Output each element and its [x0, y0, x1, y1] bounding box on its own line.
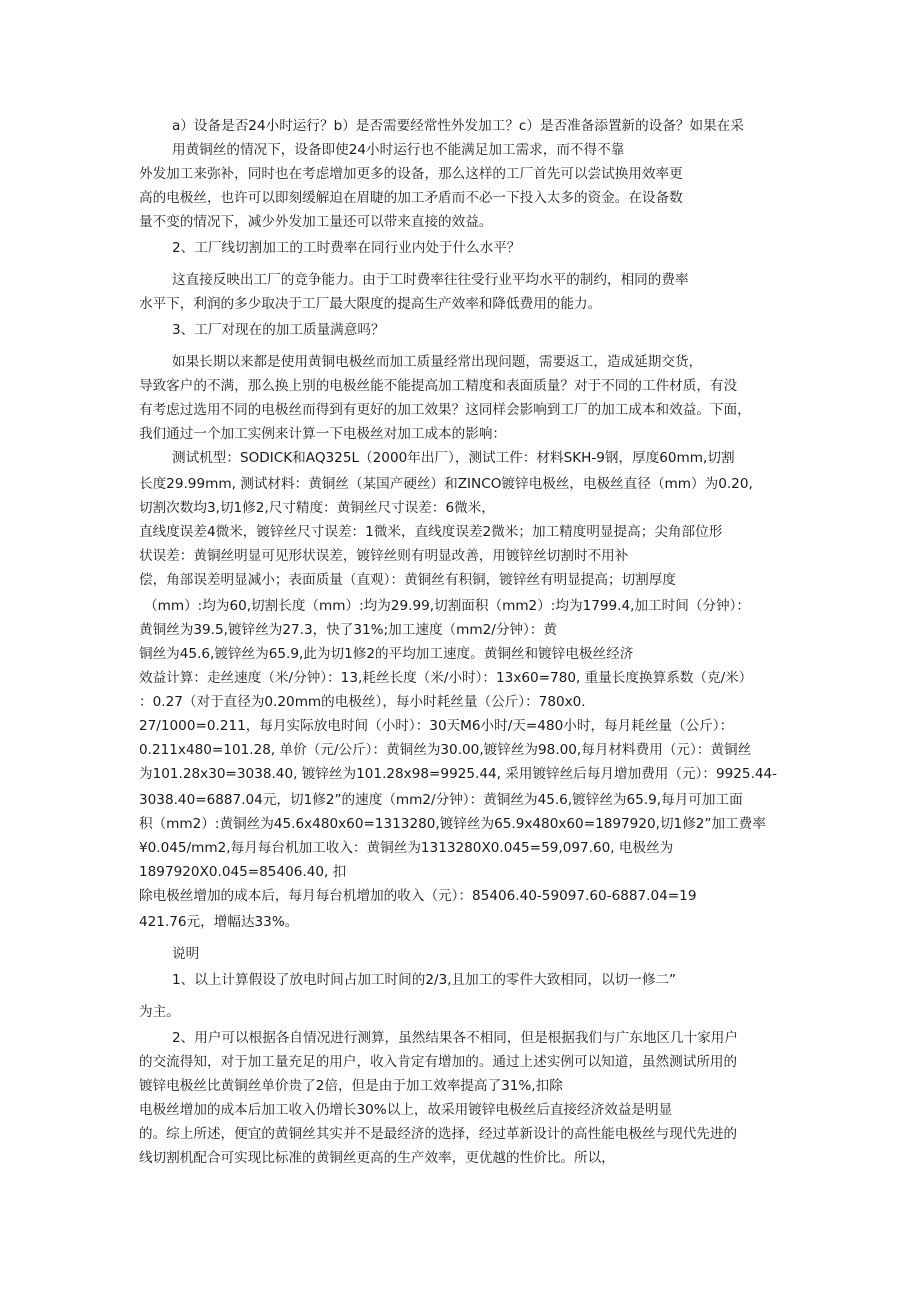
paragraph-line: 铜丝为45.6,镀锌丝为65.9,此为切1修2的平均加工速度。黄铜丝和镀锌电极丝经济: [139, 646, 634, 662]
paragraph-line: 黄铜丝为39.5,镀锌丝为27.3，快了31%;加工速度（mm2/分钟）：黄: [139, 622, 558, 638]
paragraph-line: 有考虑过选用不同的电极丝而得到有更好的加工效果？这同样会影响到工厂的加工成本和效益。下面，: [139, 402, 751, 418]
paragraph-line: 为主。: [139, 1004, 180, 1020]
paragraph-line: 偿，角部误差明显减小；表面质量（直观）：黄铜丝有积铜，镀锌丝有明显提高；切割厚度: [139, 572, 676, 588]
paragraph-line: 这直接反映出工厂的竞争能力。由于工时费率往往受行业平均水平的制约，相同的费率: [172, 272, 689, 288]
paragraph-line: 的。综上所述，便宜的黄铜丝其实并不是最经济的选择，经过革新设计的高性能电极丝与现代先进的: [139, 1126, 738, 1142]
paragraph-line: 421.76元，增幅达33%。: [139, 914, 299, 930]
paragraph-line: 外发加工来弥补，同时也在考虑增加更多的设备，那么这样的工厂首先可以尝试换用效率更: [139, 166, 683, 182]
paragraph-line: 0.211x480=101.28, 单价（元/公斤）：黄铜丝为30.00,镀锌丝为98.00,每月材料费用（元）：黄铜丝: [139, 742, 752, 758]
paragraph-line: 镀锌电极丝比黄铜丝单价贵了2倍，但是由于加工效率提高了31%,扣除: [139, 1078, 563, 1094]
paragraph-line: 水平下，利润的多少取决于工厂最大限度的提高生产效率和降低费用的能力。: [139, 296, 602, 312]
paragraph-line: 长度29.99mm, 测试材料：黄铜丝（某国产硬丝）和ZINCO镀锌电极丝，电极丝直径（mm）为0.20,: [139, 476, 753, 492]
paragraph-line: 如果长期以来都是使用黄铜电极丝而加工质量经常出现问题，需要返工，造成延期交货，: [172, 354, 703, 370]
paragraph-line: 为101.28x30=3038.40, 镀锌丝为101.28x98=9925.44, 采用镀锌丝后每月增加费用（元）：9925.44-: [139, 766, 778, 782]
paragraph-line: ：0.27（对于直径为0.20mm的电极丝），每小时耗丝量（公斤）：780x0.: [139, 694, 586, 710]
paragraph-line: 除电极丝增加的成本后，每月每台机增加的收入（元）：85406.40-59097.60-6887.04=19: [139, 888, 697, 904]
section-heading: 说明: [172, 946, 200, 962]
paragraph-line: 27/1000=0.211，每月实际放电时间（小时）：30天M6小时/天=480小时，每月耗丝量（公斤）：: [139, 718, 734, 734]
paragraph-line: 高的电极丝，也许可以即刻缓解迫在眉睫的加工矛盾而不必一下投入太多的资金。在设备数: [139, 190, 683, 206]
paragraph-line: 导致客户的不满，那么换上别的电极丝能不能提高加工精度和表面质量？对于不同的工件材质，有没: [139, 378, 738, 394]
paragraph-line: a）设备是否24小时运行？b）是否需要经常性外发加工？c）是否准备添置新的设备？如果在采: [172, 118, 744, 134]
paragraph-line: 用黄铜丝的情况下，设备即使24小时运行也不能满足加工需求，而不得不靠: [172, 142, 625, 158]
paragraph-line: 量不变的情况下，减少外发加工量还可以带来直接的效益。: [139, 214, 493, 230]
paragraph-line: 状误差：黄铜丝明显可见形状误差，镀锌丝则有明显改善，用镀锌丝切割时不用补: [139, 548, 629, 564]
paragraph-line: 1、以上计算假设了放电时间占加工时间的2/3,且加工的零件大致相同，以切一修二”: [172, 972, 677, 988]
paragraph-line: 测试机型：SODICK和AQ325L（2000年出厂），测试工件：材料SKH-9钢，厚度60mm,切割: [172, 450, 735, 466]
paragraph-line: 效益计算：走丝速度（米/分钟）：13,耗丝长度（米/小时）：13x60=780, 重量长度换算系数（克/米）: [139, 670, 753, 686]
paragraph-line: （mm）:均为60,切割长度（mm）:均为29.99,切割面积（mm2）:均为1799.4,加工时间（分钟）：: [144, 598, 750, 614]
paragraph-line: 线切割机配合可实现比标准的黄铜丝更高的生产效率，更优越的性价比。所以，: [139, 1150, 615, 1166]
paragraph-line: 2、用户可以根据各自情况进行测算，虽然结果各不相同，但是根据我们与广东地区几十家用户: [172, 1030, 738, 1046]
paragraph-line: 积（mm2）:黄铜丝为45.6x480x60=1313280,镀锌丝为65.9x480x60=1897920,切1修2”加工费率: [139, 816, 766, 832]
section-heading: 2、工厂线切割加工的工时费率在同行业内处于什么水平？: [172, 240, 521, 256]
paragraph-line: 3038.40=6887.04元，切1修2”的速度（mm2/分钟）：黄铜丝为45.6,镀锌丝为65.9,每月可加工面: [139, 792, 743, 808]
paragraph-line: 的交流得知，对于加工量充足的用户，收入肯定有增加的。通过上述实例可以知道，虽然测试所用的: [139, 1054, 738, 1070]
paragraph-line: 切割次数均3,切1修2,尺寸精度：黄铜丝尺寸误差：6微米，: [139, 500, 495, 516]
paragraph-line: 1897920X0.045=85406.40, 扣: [139, 864, 347, 880]
paragraph-line: 电极丝增加的成本后加工收入仍增长30%以上，故采用镀锌电极丝后直接经济效益是明显: [139, 1102, 673, 1118]
paragraph-line: ¥0.045/mm2,每月每台机加工收入：黄铜丝为1313280X0.045=59,097.60, 电极丝为: [139, 840, 674, 856]
section-heading: 3、工厂对现在的加工质量满意吗？: [172, 322, 385, 338]
paragraph-line: 直线度误差4微米，镀锌丝尺寸误差：1微米，直线度误差2微米；加工精度明显提高；尖角部位形: [139, 524, 723, 540]
paragraph-line: 我们通过一个加工实例来计算一下电极丝对加工成本的影响：: [139, 426, 507, 442]
